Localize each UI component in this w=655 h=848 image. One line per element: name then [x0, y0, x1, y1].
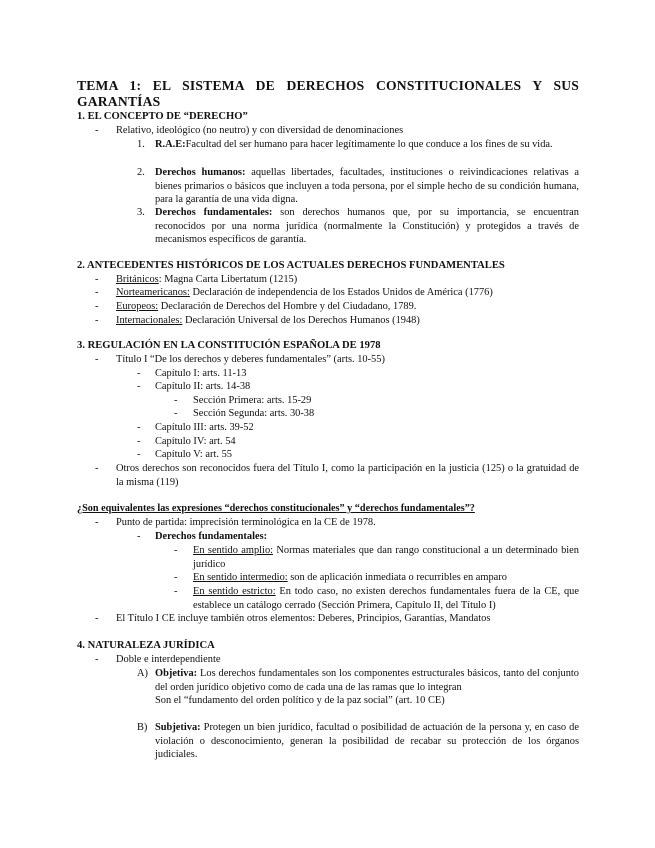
term-rae: R.A.E:: [155, 139, 186, 150]
bullet-dash: -: [137, 381, 141, 392]
bullet-dash: -: [95, 354, 99, 365]
term-subjetiva: Subjetiva:: [155, 722, 201, 733]
term-derechos-humanos: Derechos humanos:: [155, 167, 246, 178]
antecedente-norteamericanos: [116, 286, 493, 300]
list-item-derechos-fundamentales: [155, 206, 579, 247]
letter-b: B): [137, 722, 148, 733]
bullet-dash: -: [95, 287, 99, 298]
naturaleza-subjetiva: [155, 721, 579, 762]
item-text: Normas materiales que dan rango constitucional a un determinado bien jurídico: [193, 545, 579, 570]
fundamento-quote: Son el “fundamento del orden político y de la paz social” (art. 10 CE): [155, 695, 445, 706]
section-2-heading: 2. ANTECEDENTES HISTÓRICOS DE LOS ACTUALES DERECHOS FUNDAMENTALES: [77, 260, 505, 271]
bullet-dash: -: [95, 301, 99, 312]
seccion-segunda: Sección Segunda: arts. 30-38: [193, 408, 315, 419]
bullet-dash: -: [95, 125, 99, 136]
capitulo-iv: Capítulo IV: art. 54: [155, 436, 236, 447]
letter-a: A): [137, 668, 148, 679]
list-number: 1.: [137, 139, 145, 150]
naturaleza-objetiva: [155, 667, 579, 694]
bullet-dash: -: [95, 613, 99, 624]
document-title: TEMA 1: EL SISTEMA DE DERECHOS CONSTITUCIONALES Y SUS GARANTÍAS: [77, 78, 579, 109]
bullet-dash: -: [95, 517, 99, 528]
item-text: Declaración de Derechos del Hombre y del Ciudadano, 1789.: [158, 301, 417, 312]
derechos-fundamentales-label: Derechos fundamentales:: [155, 531, 268, 542]
term-objetiva: Objetiva:: [155, 668, 198, 679]
item-text: Los derechos fundamentales son los componentes estructurales básicos, tanto del conjunto del orden jurídico objetivo como de cada una de las ramas que lo integran: [155, 668, 579, 693]
bullet-dash: -: [174, 586, 178, 597]
label-europeos: Europeos:: [116, 301, 159, 312]
bullet-dash: -: [95, 463, 99, 474]
sentido-amplio: [193, 544, 579, 571]
capitulo-v: Capítulo V: art. 55: [155, 449, 232, 460]
bullet-dash: -: [95, 654, 99, 665]
section-1-heading: 1. EL CONCEPTO DE “DERECHO”: [77, 111, 248, 122]
concept-intro: Relativo, ideológico (no neutro) y con diversidad de denominaciones: [116, 125, 404, 136]
bullet-dash: -: [174, 395, 178, 406]
question-heading: ¿Son equivalentes las expresiones “derechos constitucionales” y “derechos fundamentales”?: [77, 503, 475, 514]
section-3-heading: 3. REGULACIÓN EN LA CONSTITUCIÓN ESPAÑOLA DE 1978: [77, 340, 381, 351]
item-text: En todo caso, no existen derechos fundamentales fuera de la CE, que establece un catálogo cerrado (Sección Primera, Capítulo II, del Título I): [193, 586, 579, 611]
punto-de-partida: Punto de partida: imprecisión terminológica en la CE de 1978.: [116, 517, 376, 528]
item-text: : Magna Carta Libertatum (1215): [158, 274, 298, 285]
label-britanicos: Británicos: [116, 274, 159, 285]
antecedente-europeos: [116, 300, 416, 314]
capitulo-ii: Capítulo II: arts. 14-38: [155, 381, 251, 392]
sentido-intermedio: [193, 571, 507, 585]
antecedente-internacionales: [116, 314, 420, 328]
bullet-dash: -: [137, 422, 141, 433]
titulo-i: Título I “De los derechos y deberes fundamentales” (arts. 10-55): [116, 354, 385, 365]
item-text: Declaración de independencia de los Estados Unidos de América (1776): [189, 287, 493, 298]
section-4-heading: 4. NATURALEZA JURÍDICA: [77, 640, 215, 651]
list-item-derechos-humanos: [155, 166, 579, 207]
label-sentido-intermedio: En sentido intermedio:: [193, 572, 288, 583]
capitulo-i: Capítulo I: arts. 11-13: [155, 368, 247, 379]
bullet-dash: -: [137, 368, 141, 379]
antecedente-britanicos: [116, 273, 297, 287]
label-norteamericanos: Norteamericanos:: [116, 287, 190, 298]
doble-interdependiente: Doble e interdependiente: [116, 654, 221, 665]
bullet-dash: -: [137, 531, 141, 542]
bullet-dash: -: [95, 315, 99, 326]
item-text: aquellas libertades, facultades, instituciones o reivindicaciones relativas a bienes primarios o básicos que incluyen a toda persona, por el simple hecho de su condición humana, para la garantía de una vida digna.: [155, 167, 579, 205]
sentido-estricto: [193, 585, 579, 612]
label-sentido-estricto: En sentido estricto:: [193, 586, 276, 597]
bullet-dash: -: [95, 274, 99, 285]
bullet-dash: -: [174, 545, 178, 556]
titulo-ce-elementos: El Título I CE incluye también otros elementos: Deberes, Principios, Garantías, Mandatos: [116, 613, 491, 624]
bullet-dash: -: [137, 436, 141, 447]
list-number: 2.: [137, 167, 145, 178]
item-text: son de aplicación inmediata o recurribles en amparo: [287, 572, 507, 583]
item-text: Declaración Universal de los Derechos Humanos (1948): [182, 315, 420, 326]
item-text: Facultad del ser humano para hacer legítimamente lo que conduce a los fines de su vida.: [185, 139, 553, 150]
item-text: son derechos humanos que, por su importancia, se encuentran reconocidos por una norma jurídica (normalmente la Constitución) y protegidos a través de mecanismos específicos de garantía.: [155, 207, 579, 245]
otros-derechos: Otros derechos son reconocidos fuera del Título I, como la participación en la justicia (125) o la gratuidad de la misma (119): [116, 463, 579, 488]
seccion-primera: Sección Primera: arts. 15-29: [193, 395, 312, 406]
label-sentido-amplio: En sentido amplio:: [193, 545, 274, 556]
capitulo-iii: Capítulo III: arts. 39-52: [155, 422, 254, 433]
term-derechos-fundamentales: Derechos fundamentales:: [155, 207, 273, 218]
label-internacionales: Internacionales:: [116, 315, 183, 326]
list-number: 3.: [137, 207, 145, 218]
bullet-dash: -: [174, 408, 178, 419]
list-item-rae: [155, 138, 579, 152]
item-text: Protegen un bien jurídico, facultad o posibilidad de actuación de la persona y, en caso de violación o desconocimiento, generan la posibilidad de recabar su protección de los órganos judiciales.: [155, 722, 579, 760]
bullet-dash: -: [174, 572, 178, 583]
bullet-dash: -: [137, 449, 141, 460]
